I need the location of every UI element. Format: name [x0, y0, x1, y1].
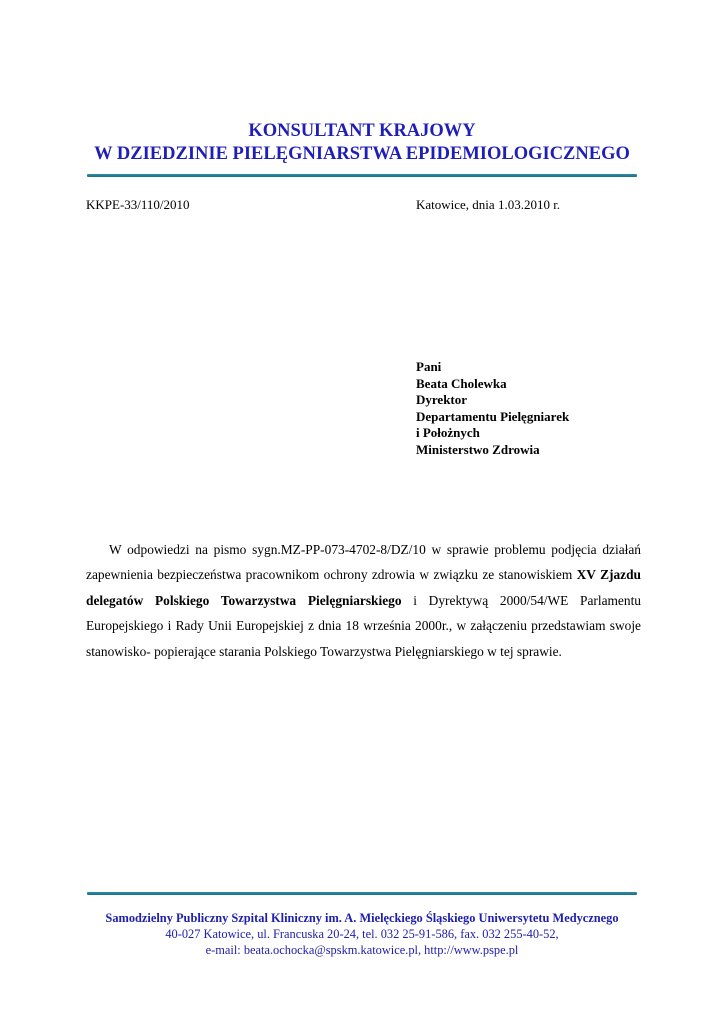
footer-address: 40-027 Katowice, ul. Francuska 20-24, tel. 032 25-91-586, fax. 032 255-40-52,	[165, 927, 559, 941]
body-text-part-2: i Dyrektywą 2000/54/WE Parlamentu Europejskiego i Rady Unii Europejskiej z dnia 18 września 2000r., w załączeniu przedstawiam swoje stanowisko- popierające starania Polskiego Towarzystwa Pielęgniarskiego w tej sprawie.	[86, 592, 641, 659]
place-and-date: Katowice, dnia 1.03.2010 r.	[416, 197, 561, 212]
recipient-line: Dyrektor	[416, 392, 468, 407]
recipient-line: Beata Cholewka	[416, 375, 507, 391]
body-text-bold: XV Zjazdu delegatów Polskiego Towarzystwa Pielęgniarskiego	[86, 567, 641, 608]
recipient-line: i Położnych	[416, 425, 480, 440]
footer-divider	[87, 892, 637, 895]
reference-number: KKPE-33/110/2010	[86, 197, 190, 212]
letterhead-title-line-2: W DZIEDZINIE PIELĘGNIARSTWA EPIDEMIOLOGICZNEGO	[94, 144, 630, 164]
footer-organization: Samodzielny Publiczny Szpital Kliniczny im. A. Mielęckiego Śląskiego Uniwersytetu Medycznego	[105, 911, 619, 925]
letter-body-paragraph	[86, 537, 641, 664]
recipient-block	[416, 359, 569, 458]
footer-contact: e-mail: beata.ochocka@spskm.katowice.pl, http://www.pspe.pl	[205, 943, 519, 957]
body-text-part-1: W odpowiedzi na pismo sygn.MZ-PP-073-4702-8/DZ/10 w sprawie problemu podjęcia działań zapewnienia bezpieczeństwa pracownikom ochrony zdrowia w związku ze stanowiskiem	[86, 542, 641, 583]
recipient-line: Pani	[416, 359, 442, 374]
recipient-line: Departamentu Pielęgniarek	[416, 408, 570, 424]
letterhead-title-line-1: KONSULTANT KRAJOWY	[248, 121, 476, 141]
header-divider	[87, 174, 637, 177]
recipient-line: Ministerstwo Zdrowia	[416, 441, 540, 457]
